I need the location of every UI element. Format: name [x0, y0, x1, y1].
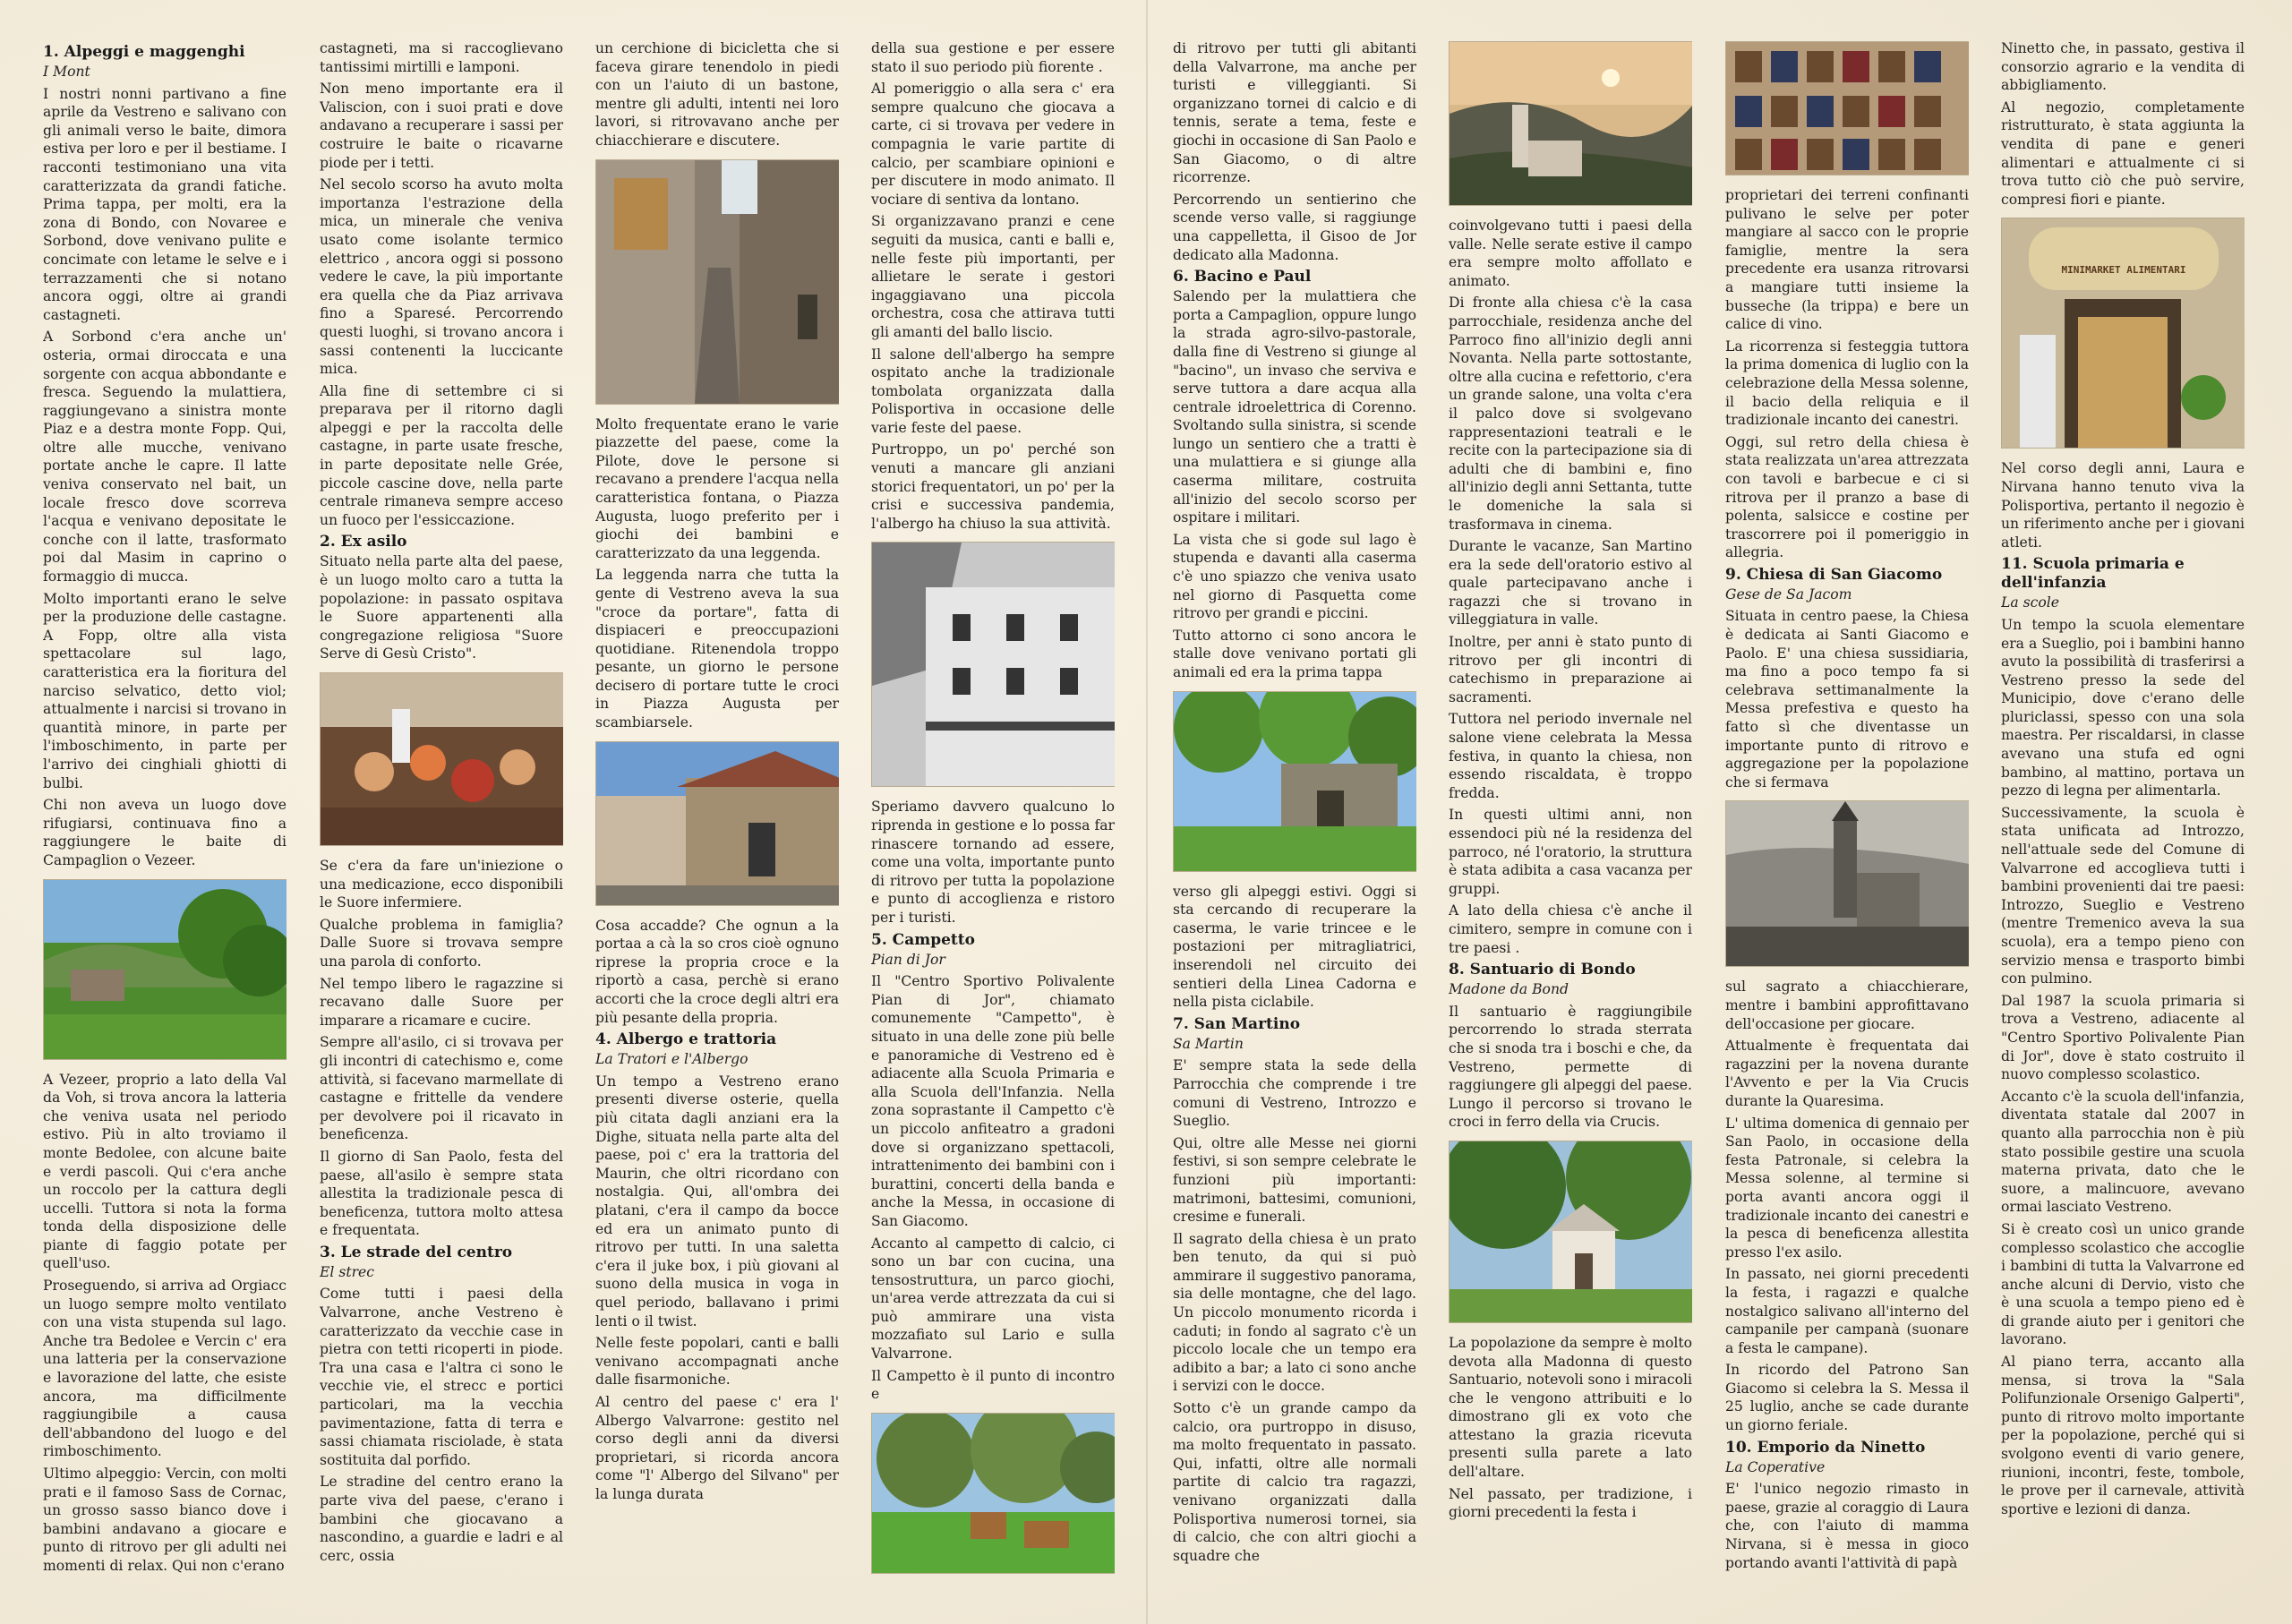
photo-church-sunset: [1449, 41, 1692, 206]
paragraph: Tuttora nel periodo invernale nel salone viene celebrata la Messa festiva, in quanto la chiesa, non essendo riscaldata, è troppo fredda.: [1449, 711, 1692, 801]
paragraph: Se c'era da fare un'iniezione o una medicazione, ecco disponibili le Suore infermiere.: [320, 858, 563, 911]
paragraph: sul sagrato a chiacchierare, mentre i bambini approfittavano dell'occasione per giocare.: [1725, 979, 1969, 1032]
photo-santuario: [1449, 1141, 1692, 1323]
paragraph: E' l'unico negozio rimasto in paese, grazie al coraggio di Laura che, con l'aiuto di mamma Nirvana, si è messa in gioco portando avanti l'attività di papà: [1725, 1481, 1969, 1571]
column-7: [1725, 39, 1969, 1576]
heading-strade: 3. Le strade del centro: [320, 1243, 513, 1261]
paragraph: Inoltre, per anni è stato punto di ritrovo per gli incontri di catechismo in preparazione ai sacramenti.: [1449, 634, 1692, 705]
subtitle-la-coperative: La Coperative: [1725, 1458, 1826, 1475]
paragraph: Al centro del paese c' era l' Albergo Valvarrone: gestito nel corso degli anni da diversi proprietari, si ricorda ancora come "l' Albergo del Silvano" per la lunga durata: [595, 1393, 839, 1502]
paragraph: Molto importanti erano le selve per la produzione delle castagne. A Fopp, oltre alla vista spettacolare sul lago, caratteristica era la fioritura del narciso selvatico, detto viol; attualmente i narcisi si trovano in quantità minore, in parte per l'imboschimento, in parte per l'arrivo dei cinghiali ghiotti di bulbi.: [43, 590, 286, 791]
paragraph: Situata in centro paese, la Chiesa è dedicata ai Santi Giacomo e Paolo. E' una chiesa sussidiaria, ma fino a poco tempo fa si celebrava settimanalmente la Messa prefestiva e questo ha fatto sì che diventasse un importante punto di ritrovo e aggregazione per la popolazione che si fermava: [1725, 608, 1969, 791]
paragraph: Percorrendo un sentierino che scende verso valle, si raggiunge una cappelletta, il Gisoo de Jor dedicato alla Madonna.: [1173, 191, 1416, 263]
paragraph: proprietari dei terreni confinanti pulivano le selve per poter mangiare al sacco con le proprie famiglie, mentre la sera precedente era usanza ritrovarsi a mangiare tutti insieme la busseche (la trippa) e bere un calice di vino.: [1725, 187, 1969, 333]
paragraph: Accanto al campetto di calcio, ci sono un bar con cucina, una tensostruttura, un parco giochi, un'area verde attrezzata da cui si può ammirare una vista mozzafiato sul Lario e sulla Valvarrone.: [871, 1235, 1115, 1363]
subtitle-pian-di-jor: Pian di Jor: [871, 951, 945, 968]
paragraph: Ultimo alpeggio: Vercin, con molti prati e il famoso Sass de Cornac, un grosso sasso bianco dove i bambini andavano a giocare e punto di ritrovo per gli adulti nei momenti di relax. Qui non c'erano: [43, 1466, 286, 1574]
paragraph: Al piano terra, accanto alla mensa, si trova la "Sala Polifunzionale Orsenigo Galperti", punto di ritrovo molto importante per la popolazione, perché qui si svolgono eventi di vario genere, riunioni, incontri, feste, tombole, le prove per il carnevale, attività sportive e lezioni di danza.: [2001, 1354, 2245, 1517]
paragraph: della sua gestione e per essere stato il suo periodo più fiorente .: [871, 40, 1115, 75]
paragraph: In passato, nei giorni precedenti la festa, i ragazzi e qualche nostalgico salivano all'interno del campanile per campanà (suonare a festa le campane).: [1725, 1266, 1969, 1356]
paragraph: Come tutti i paesi della Valvarrone, anche Vestreno è caratterizzato da vecchie case in pietra con tetti ricoperti in piode. Tra una casa e l'altra ci sono le vecchie vie, el strecc e portici particolari, ma la vecchia pavimentazione, fatta di terra e sassi chiamata risciolade, è stata sostituita dal porfido.: [320, 1286, 563, 1468]
heading-scuola: 11. Scuola primaria e dell'infanzia: [2001, 555, 2185, 593]
paragraph: un cerchione di bicicletta che si faceva girare tenendolo in piedi con un l'aiuto di un bastone, mentre gli adulti, intenti nei loro lavori, si ritrovavano anche per chiacchierare e discutere.: [595, 40, 839, 149]
paragraph: Alla fine di settembre ci si preparava per il ritorno dagli alpeggi e per la raccolta delle castagne, in parte usate fresche, in parte depositate nelle Grée, piccole cascine dove, nella parte centrale rimaneva sempre acceso un fuoco per l'essiccazione.: [320, 382, 563, 528]
paragraph: Al negozio, completamente ristrutturato, è stata aggiunta la vendita di pane e generi alimentari e attualmente ci si trova tutto ciò che può servire, compresi fiori e piante.: [2001, 98, 2245, 208]
paragraph: Successivamente, la scuola è stata unificata ad Introzzo, nell'attuale sede del Comune di Valvarrone ed accoglieva tutti i bambini provenienti dai tre paesi: Introzzo, Sueglio e Vestreno (mentre Tremenico aveva la sua scuola), era a tempo pieno con servizio mensa e trasporto bimbi con pulmino.: [2001, 804, 2245, 987]
paragraph: A Vezeer, proprio a lato della Val da Voh, si trova ancora la latteria che veniva usata nel periodo estivo. Più in alto troviamo il monte Bedolee, con alcune baite e verdi pascoli. Qui c'era anche un roccolo per la cattura degli uccelli. Tuttora si nota la forma tonda della disposizione delle piante di faggio potate per quell'uso.: [43, 1071, 286, 1272]
heading-chiesa-san-giacomo: 9. Chiesa di San Giacomo: [1725, 565, 1943, 584]
subtitle-la-scole: La scole: [2001, 594, 2059, 611]
paragraph: Di fronte alla chiesa c'è la casa parrocchiale, residenza anche del Parroco fino all'inizio degli anni Novanta. Nella parte sottostante, oltre alla cucina e refettorio, c'era un grande salone, una volta c'era il palco dove si svolgevano rappresentazioni teatrali e le recite con la partecipazione sia di adulti che di bambini e, fino all'inizio degli anni Settanta, tutte le domeniche la sala si trasformava in cinema.: [1449, 295, 1692, 533]
paragraph: Nelle feste popolari, canti e balli venivano accompagnati anche dalle fisarmoniche.: [595, 1335, 839, 1389]
fold-line: [1146, 0, 1148, 1624]
paragraph: La leggenda narra che tutta la gente di Vestreno aveva la sua "croce da portare", fatta di dispiaceri e preoccupazioni quotidiane. Ritenendola troppo pesante, un giorno le persone decisero di portare tutte le croci in Piazza Augusta per scambiarsele.: [595, 567, 839, 731]
paragraph: L' ultima domenica di gennaio per San Paolo, in occasione della festa Patronale, si celebra la Messa solenne, al termine si porta avanti ancora oggi il tradizionale incanto dei canestri e la pesca di beneficenza allestita presso l'ex asilo.: [1725, 1115, 1969, 1261]
photo-minimarket: [2001, 218, 2245, 449]
paragraph: Al pomeriggio o alla sera c' era sempre qualcuno che giocava a carte, ci si trovava per vedere in compagnia le varie partite di calcio, per scambiare opinioni e per discutere in modo animato. Il vociare di sentiva da lontano.: [871, 81, 1115, 208]
subtitle-tratori: La Tratori e l'Albergo: [595, 1051, 748, 1068]
paragraph: Un tempo la scuola elementare era a Sueglio, poi i bambini hanno avuto la possibilità di trasferirsi a Vestreno presso la sede del Municipio, dove c'erano delle pluriclassi, spesso con una sola maestra. Per riscaldarsi, in classe avevano una stufa ed ogni bambino, al mattino, portava un pezzo di legna per alimentarla.: [2001, 616, 2245, 799]
paragraph: I nostri nonni partivano a fine aprile da Vestreno e salivano con gli animali verso le baite, dimora estiva per loro e per il bestiame. I racconti testimoniano una vita caratterizzata da grandi fatiche. Prima tappa, per molti, era la zona di Bondo, con Novaree e Sorbond, dove venivano pulite e concimate con letame le selve e i terrazzamenti che si notano ancora oggi, oltre ai grandi castagneti.: [43, 85, 286, 323]
paragraph: La popolazione da sempre è molto devota alla Madonna di questo Santuario, notevoli sono i miracoli che le vengono attribuiti e lo dimostrano gli ex voto che attestano la grazia ricevuta presenti sulla parete a lato dell'altare.: [1449, 1334, 1692, 1481]
paragraph: Attualmente è frequentata dai ragazzini per la novena durante l'Avvento e per la Via Crucis durante la Quaresima.: [1725, 1038, 1969, 1109]
paragraph: Situato nella parte alta del paese, è un luogo molto caro a tutta la popolazione: in passato ospitava le Suore appartenenti alla congregazione religiosa "Suore Serve di Gesù Cristo".: [320, 553, 563, 662]
paragraph: Durante le vacanze, San Martino era la sede dell'oratorio estivo al quale partecipavano anche i ragazzi che si trovano in villeggiatura in valle.: [1449, 538, 1692, 628]
paragraph: A Sorbond c'era anche un' osteria, ormai diroccata e una sorgente con acqua abbondante e fresca. Seguendo la mulattiera, raggiungevano a sinistra monte Piaz e a destra monte Fopp. Qui, oltre alle mucche, venivano portate anche le capre. Il latte veniva conservato nel bait, un locale fresco dove scorreva l'acqua e venivano depositate le conche con il latte, trasformato poi dal Masim in caprino o formaggio di mucca.: [43, 329, 286, 585]
paragraph: verso gli alpeggi estivi. Oggi si sta cercando di recuperare la caserma, le varie trincee e le postazioni per mitragliatrici, inserendoli nel circuito dei sentieri della Linea Cadorna e nella pista ciclabile.: [1173, 883, 1416, 1011]
photo-piazza: [595, 741, 839, 906]
photo-campetto: [871, 1413, 1115, 1574]
paragraph: Nel passato, per tradizione, i giorni precedenti la festa i: [1449, 1485, 1692, 1521]
paragraph: Oggi, sul retro della chiesa è stata realizzata un'area attrezzata con tavoli e barbecue e ci si ritrova per il pranzo a base di polenta, salsicce e costine per trascorrere poi il pomeriggio in allegria.: [1725, 433, 1969, 561]
paragraph: Non meno importante era il Valiscion, con i suoi prati e dove andavano a recuperare i sassi per costruire le baite o ricavarne piode per i tetti.: [320, 81, 563, 171]
column-3: [595, 39, 839, 1507]
heading-albergo: 4. Albergo e trattoria: [595, 1030, 777, 1049]
column-2: [320, 39, 563, 1568]
paragraph: Cosa accadde? Che ognun a la portaa a cà la so cros cioè ognuno riprese la propria croce e la riportò a casa, perchè si erano accorti che la croce degli altri era più pesante della propria.: [595, 917, 839, 1026]
paragraph: Sempre all'asilo, ci si trovava per gli incontri di catechismo e, come attività, si facevano marmellate di castagne e frittelle da vendere per devolvere poi il ricavato in beneficenza.: [320, 1034, 563, 1143]
column-5: [1173, 39, 1416, 1568]
paragraph: Chi non aveva un luogo dove rifugiarsi, continuava fino a raggiungere le baite di Campaglion o Vezeer.: [43, 797, 286, 868]
photo-san-giacomo-historic: [1725, 800, 1969, 967]
heading-ex-asilo: 2. Ex asilo: [320, 533, 407, 551]
column-8: [2001, 39, 2245, 1522]
heading-alpeggi: 1. Alpeggi e maggenghi: [43, 43, 245, 61]
paragraph: A lato della chiesa c'è anche il cimitero, sempre in comune con i tre paesi .: [1449, 902, 1692, 956]
paragraph: Molto frequentate erano le varie piazzette del paese, come la Pilote, dove le persone si recavano a prendere l'acqua nella caratteristica fontana, o Piazza Augusta, luogo preferito per i giochi dei bambini e caratterizzato da una leggenda.: [595, 415, 839, 561]
paragraph: Dal 1987 la scuola primaria si trova a Vestreno, adiacente al "Centro Sportivo Polivalente Pian di Jor", dove è stato costruito il nuovo complesso scolastico.: [2001, 992, 2245, 1083]
heading-santuario: 8. Santuario di Bondo: [1449, 961, 1636, 979]
paragraph: Il giorno di San Paolo, festa del paese, all'asilo è sempre stata allestita la tradizionale pesca di beneficenza, tuttora molto attesa e frequentata.: [320, 1148, 563, 1239]
heading-campetto: 5. Campetto: [871, 930, 975, 949]
subtitle-gese-de-sa-jacom: Gese de Sa Jacom: [1725, 585, 1852, 603]
paragraph: Nel tempo libero le ragazzine si recavano dalle Suore per imparare a ricamare e cucire.: [320, 975, 563, 1029]
paragraph: Nel corso degli anni, Laura e Nirvana hanno tenuto viva la Polisportiva, pertanto il negozio è un riferimento anche per i giovani atleti.: [2001, 460, 2245, 551]
paragraph: Tutto attorno ci sono ancora le stalle dove venivano portati gli animali ed era la prima tappa: [1173, 627, 1416, 680]
paragraph: La ricorrenza si festeggia tuttora la prima domenica di luglio con la celebrazione della Messa solenne, il bacio della reliquia e il tradizionale incanto dei canestri.: [1725, 338, 1969, 429]
column-6: [1449, 39, 1692, 1526]
paragraph: Il sagrato della chiesa è un prato ben tenuto, da qui si può ammirare il suggestivo panorama, sia delle montagne, che del lago. Un piccolo monumento ricorda i caduti; in fondo al sagrato c'è un piccolo locale che un tempo era adibito a bar; a lato ci sono anche i servizi con le docce.: [1173, 1230, 1416, 1395]
paragraph: Proseguendo, si arriva ad Orgiacc un luogo sempre molto ventilato con una vista stupenda sul lago. Anche tra Bedolee e Vercin c' era una latteria per la conservazione e lavorazione del latte, che esiste ancora, ma difficilmente raggiungibile a causa dell'abbandono del luogo e del rimboschimento.: [43, 1278, 286, 1460]
paragraph: In questi ultimi anni, non essendoci più né la residenza del parroco, né l'oratorio, la struttura è stata adibita a casa vacanza per gruppi.: [1449, 807, 1692, 897]
heading-emporio: 10. Emporio da Ninetto: [1725, 1438, 1926, 1457]
paragraph: Sotto c'è un grande campo da calcio, ora purtroppo in disuso, ma molto frequentato in passato. Qui, infatti, oltre alle normali partite di calcio tra ragazzi, venivano organizzati dalla Polisportiva numerosi tornei, sia di calcio, che con altri giochi a squadre che: [1173, 1400, 1416, 1564]
paragraph: Si è creato così un unico grande complesso scolastico che accoglie i bambini di tutta la Valvarrone ed anche alcuni di Dervio, visto che è una scuola a tempo pieno ed è di grande aiuto per i genitori che lavorano.: [2001, 1220, 2245, 1348]
photo-alpine-meadow: [43, 879, 286, 1060]
paragraph: Speriamo davvero qualcuno lo riprenda in gestione e lo possa far rinascere tornando ad essere, come una volta, importante punto di ritrovo per tutta la popolazione e punto di accoglienza e ristoro per i turisti.: [871, 799, 1115, 926]
paragraph: Qui, oltre alle Messe nei giorni festivi, si son sempre celebrate le funzioni più importanti: matrimoni, battesimi, comunioni, cresime e funerali.: [1173, 1134, 1416, 1226]
paragraph: Salendo per la mulattiera che porta a Campaglion, oppure lungo la strada agro-silvo-pastorale, dalla fine di Vestreno si giunge al "bacino", un invaso che serviva e serve tuttora a dare acqua alla centrale idroelettrica di Corenno. Svoltando sulla sinistra, si scende lungo un sentiero che a tratti è una mulattiera e si giunge alla caserma militare, costruita all'inizio del secolo scorso per ospitare i militari.: [1173, 288, 1416, 526]
paragraph: In ricordo del Patrono San Giacomo si celebra la S. Messa il 25 luglio, anche se cade durante un giorno feriale.: [1725, 1362, 1969, 1434]
paragraph: Accanto c'è la scuola dell'infanzia, diventata statale dal 2007 in quanto alla parrocchia non è più stato possibile gestire una scuola materna privata, dato che le suore, a malincuore, avevano ormai lasciato Vestreno.: [2001, 1088, 2245, 1216]
paragraph: E' sempre stata la sede della Parrocchia che comprende i tre comuni di Vestreno, Introzzo e Sueglio.: [1173, 1057, 1416, 1130]
paragraph: castagneti, ma si raccoglievano tantissimi mirtilli e lamponi.: [320, 40, 563, 75]
paragraph: Un tempo a Vestreno erano presenti diverse osterie, quella più citata dagli anziani era la Dighe, situata nella parte alta del paese, poi c' era la trattoria del Maurin, che oltri ricordano con nostalgia. Qui, all'ombra dei platani, c'era il campo da bocce ed era un animato punto di ritrovo per tutti. In una saletta c'era il juke box, i più giovani al suono della musica in voga in quel periodo, ballavano i primi lenti o il twist.: [595, 1073, 839, 1329]
paragraph: Ninetto che, in passato, gestiva il consorzio agrario e la vendita di abbigliamento.: [2001, 40, 2245, 94]
heading-san-martino: 7. San Martino: [1173, 1014, 1301, 1033]
paragraph: Si organizzavano pranzi e cene seguiti da musica, canti e balli e, nelle feste più importanti, per allietare le serate i gestori ingaggiavano una piccola orchestra, cosa che attirava tutti gli amanti del ballo liscio.: [871, 213, 1115, 340]
subtitle-el-strec: El strec: [320, 1263, 375, 1280]
subtitle-i-mont: I Mont: [43, 64, 90, 80]
subtitle-madone-da-bond: Madone da Bond: [1449, 981, 1569, 998]
paragraph: Nel secolo scorso ha avuto molta importanza l'estrazione della mica, un minerale che veniva usato come isolante termico elettrico , ancora oggi si possono vedere le cave, la più importante era quella che da Piaz arrivava fino a Sparesé. Percorrendo questi luoghi, si trovano ancora i sassi contenenti la luccicante mica.: [320, 176, 563, 378]
column-4: [871, 39, 1115, 1585]
paragraph: Il Campetto è il punto di incontro e: [871, 1367, 1115, 1403]
photo-asilo-children: [320, 672, 563, 846]
heading-bacino: 6. Bacino e Paul: [1173, 268, 1312, 286]
photo-stone-hut: [1173, 691, 1416, 872]
photo-albergo-historic: [871, 542, 1115, 787]
subtitle-sa-martin: Sa Martin: [1173, 1035, 1244, 1052]
paragraph: Il salone dell'albergo ha sempre ospitato anche la tradizionale tombolata organizzata dalla Polisportiva in occasione delle varie feste del paese.: [871, 346, 1115, 436]
paragraph: Il santuario è raggiungibile percorrendo lo strada sterrata che si snoda tra i boschi e che, da Vestreno, permette di raggiungere gli alpeggi del paese. Lungo il percorso si trovano le croci in ferro della via Crucis.: [1449, 1003, 1692, 1131]
paragraph: Qualche problema in famiglia? Dalle Suore si trovava sempre una parola di conforto.: [320, 916, 563, 970]
column-1: [43, 39, 286, 1579]
paragraph: Purtroppo, un po' perché son venuti a mancare gli anziani storici frequentatori, un po' per la crisi e successiva pandemia, l'albergo ha chiuso la sua attività.: [871, 441, 1115, 532]
photo-ex-voto: [1725, 41, 1969, 175]
paragraph: Le stradine del centro erano la parte viva del paese, c'erano i bambini che giocavano a nascondino, a guardie e ladri e al cerc, ossia: [320, 1474, 563, 1564]
photo-alley: [595, 159, 839, 405]
paragraph: di ritrovo per tutti gli abitanti della Valvarrone, ma anche per turisti e villeggianti. Si organizzano tornei di calcio e di tennis, serate a tema, feste e giochi in occasione di San Paolo e San Giacomo, o di altre ricorrenze.: [1173, 40, 1416, 186]
shop-sign: MINIMARKET ALIMENTARI: [2061, 264, 2186, 277]
paragraph: Il "Centro Sportivo Polivalente Pian di Jor", chiamato comunemente "Campetto", è situato in una delle zone più belle e panoramiche di Vestreno ed è adiacente alla Scuola Primaria e alla Scuola dell'Infanzia. Nella zona soprastante il Campetto c'è un piccolo anfiteatro a gradoni dove si organizzano spettacoli, intrattenimento dei bambini con i burattini, concerti della banda e anche la Messa, in occasione di San Giacomo.: [871, 973, 1115, 1229]
paragraph: coinvolgevano tutti i paesi della valle. Nelle serate estive il campo era sempre molto affollato e animato.: [1449, 218, 1692, 289]
paragraph: La vista che si gode sul lago è stupenda e davanti alla caserma c'è uno spiazzo che veniva usato nel giorno di Pasquetta come ritrovo per grandi e piccini.: [1173, 531, 1416, 622]
